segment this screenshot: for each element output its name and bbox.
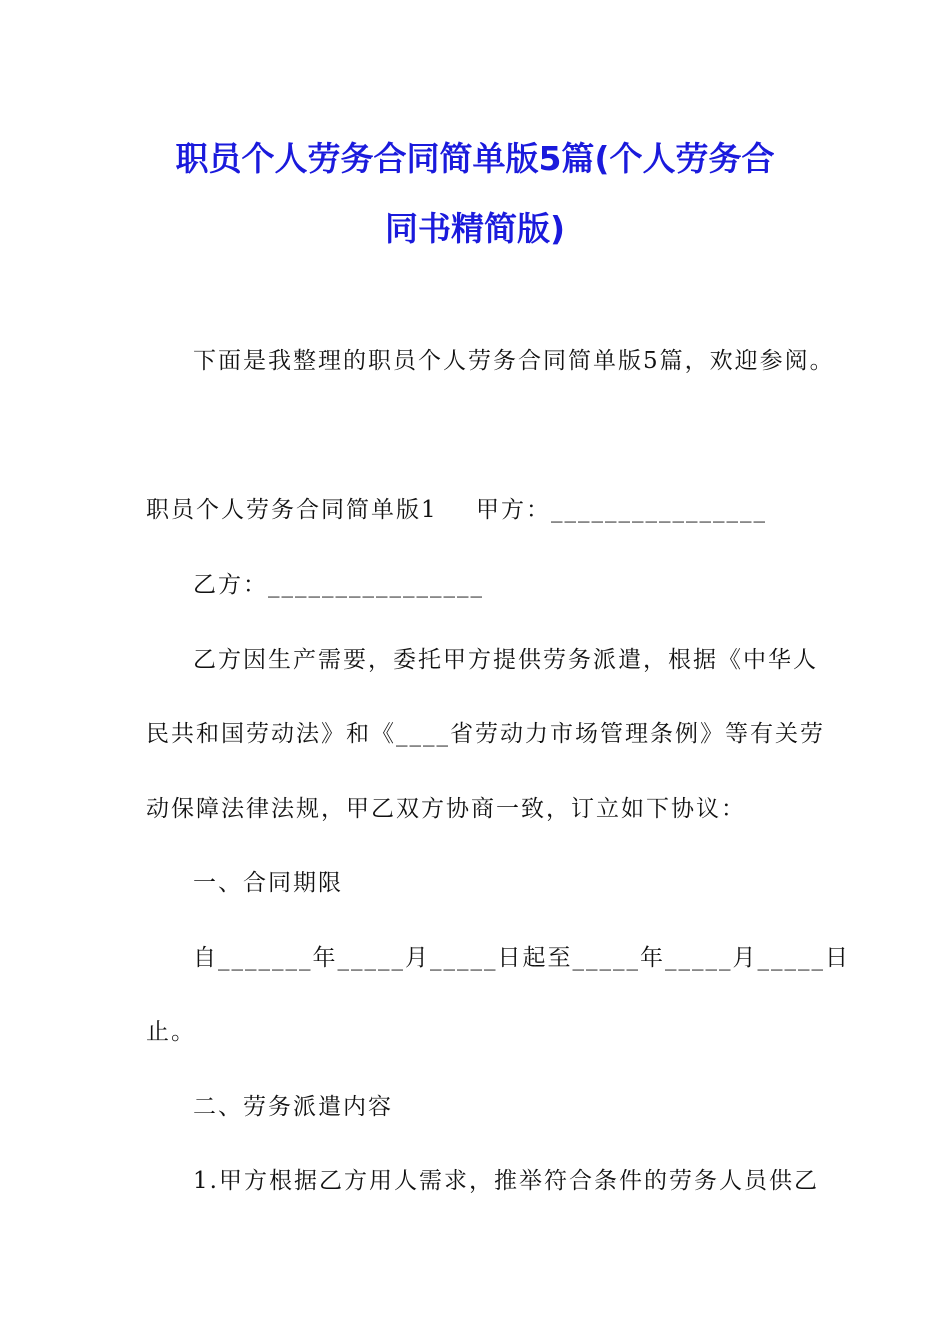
intro-paragraph: 下面是我整理的职员个人劳务合同简单版5篇，欢迎参阅。	[193, 348, 835, 374]
document-title-line-2: 同书精简版)	[384, 209, 566, 248]
contract-heading: 职员个人劳务合同简单版1	[146, 497, 438, 523]
section-heading-content: 二、劳务派遣内容	[193, 1094, 393, 1120]
paragraph-line: 乙方因生产需要，委托甲方提供劳务派遣，根据《中华人	[193, 647, 818, 673]
party-a-field: 甲方：________________	[476, 497, 767, 523]
list-item: 1.甲方根据乙方用人需求，推举符合条件的劳务人员供乙	[193, 1168, 819, 1194]
section-heading-term: 一、合同期限	[193, 870, 343, 896]
paragraph-line: 动保障法律法规，甲乙双方协商一致，订立如下协议：	[146, 796, 746, 822]
term-line: 止。	[146, 1019, 196, 1045]
paragraph-line: 民共和国劳动法》和《____省劳动力市场管理条例》等有关劳	[146, 721, 825, 747]
document-title-line-1: 职员个人劳务合同简单版5篇(个人劳务合	[175, 139, 775, 178]
term-line: 自_______年_____月_____日起至_____年_____月_____日	[193, 945, 850, 971]
party-b-field: 乙方：________________	[193, 572, 484, 598]
